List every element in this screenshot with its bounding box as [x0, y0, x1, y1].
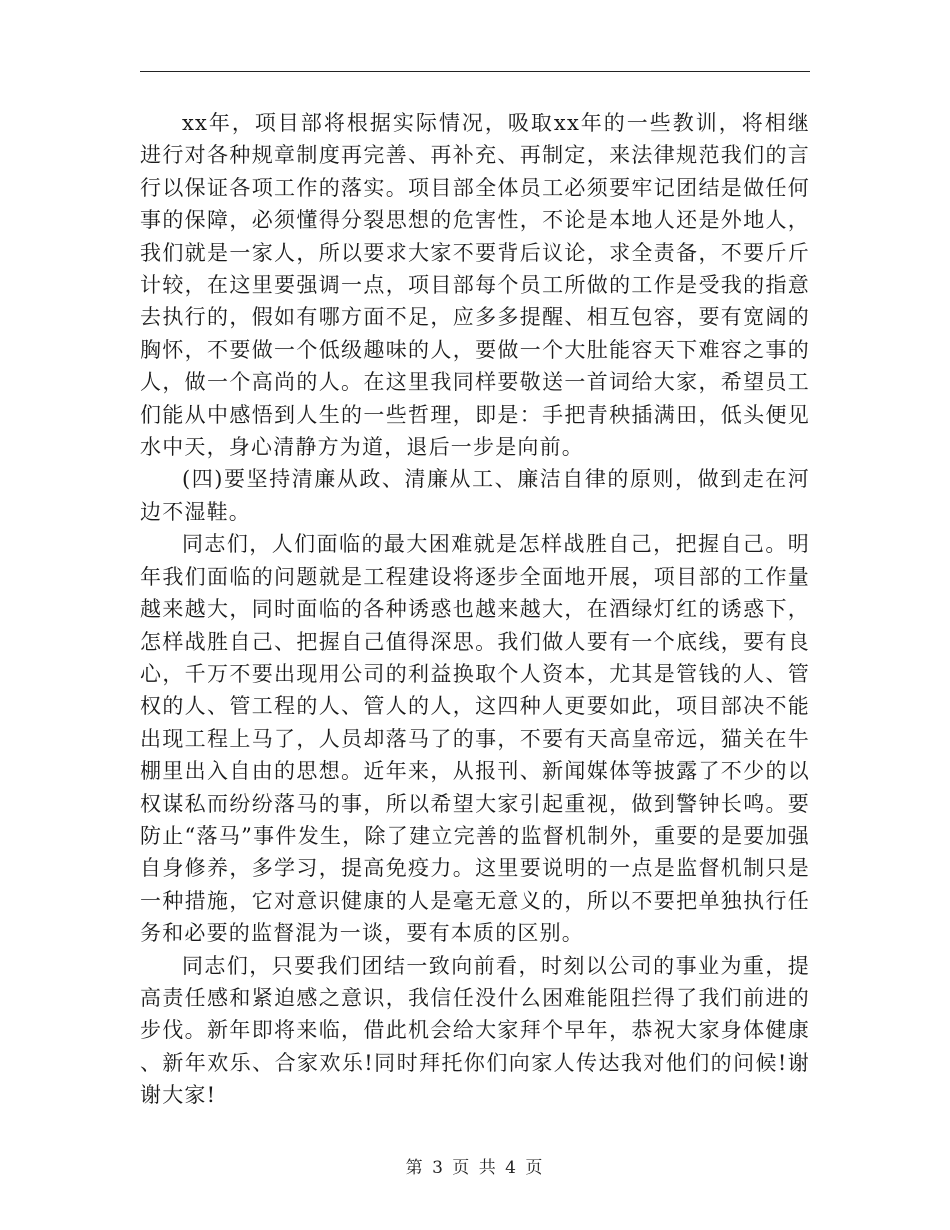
paragraph-3: 同志们，人们面临的最大困难就是怎样战胜自己，把握自己。明年我们面临的问题就是工程建设将逐步全面地开展，项目部的工作量越来越大，同时面临的各种诱惑也越来越大，在酒绿灯红的诱惑下，怎样战胜自己、把握自己值得深思。我们做人要有一个底线，要有良心，千万不要出现用公司的利益换取个人资本，尤其是管钱的人、管权的人、管工程的人、管人的人，这四种人更要如此，项目部决不能出现工程上马了，人员却落马了的事，不要有天高皇帝远，猫关在牛棚里出入自由的思想。近年来，从报刊、新闻媒体等披露了不少的以权谋私而纷纷落马的事，所以希望大家引起重视，做到警钟长鸣。要防止“落马”事件发生，除了建立完善的监督机制外，重要的是要加强自身修养，多学习，提高免疫力。这里要说明的一点是监督机制只是一种措施，它对意识健康的人是毫无意义的，所以不要把单独执行任务和必要的监督混为一谈，要有本质的区别。 [140, 532, 810, 946]
body-text [140, 107, 810, 1112]
header-rule [140, 71, 810, 72]
paragraph-2: (四)要坚持清廉从政、清廉从工、廉洁自律的原则，做到走在河边不湿鞋。 [140, 467, 810, 524]
paragraph-4: 同志们，只要我们团结一致向前看，时刻以公司的事业为重，提高责任感和紧迫感之意识，我信任没什么困难能阻拦得了我们前进的步伐。新年即将来临，借此机会给大家拜个早年，恭祝大家身体健康、新年欢乐、合家欢乐!同时拜托你们向家人传达我对他们的问候!谢谢大家! [140, 953, 810, 1108]
paragraph-1: xx年，项目部将根据实际情况，吸取xx年的一些教训，将相继进行对各种规章制度再完善、再补充、再制定，来法律规范我们的言行以保证各项工作的落实。项目部全体员工必须要牢记团结是做任何事的保障，必须懂得分裂思想的危害性，不论是本地人还是外地人，我们就是一家人，所以要求大家不要背后议论，求全责备，不要斤斤计较，在这里要强调一点，项目部每个员工所做的工作是受我的指意去执行的，假如有哪方面不足，应多多提醒、相互包容，要有宽阔的胸怀，不要做一个低级趣味的人，要做一个大肚能容天下难容之事的人，做一个高尚的人。在这里我同样要敬送一首词给大家，希望员工们能从中感悟到人生的一些哲理，即是：手把青秧插满田，低头便见水中天，身心清静方为道，退后一步是向前。 [140, 111, 810, 460]
page-number-label: 第 3 页 共 4 页 [405, 1158, 545, 1178]
page-footer [0, 1153, 950, 1178]
